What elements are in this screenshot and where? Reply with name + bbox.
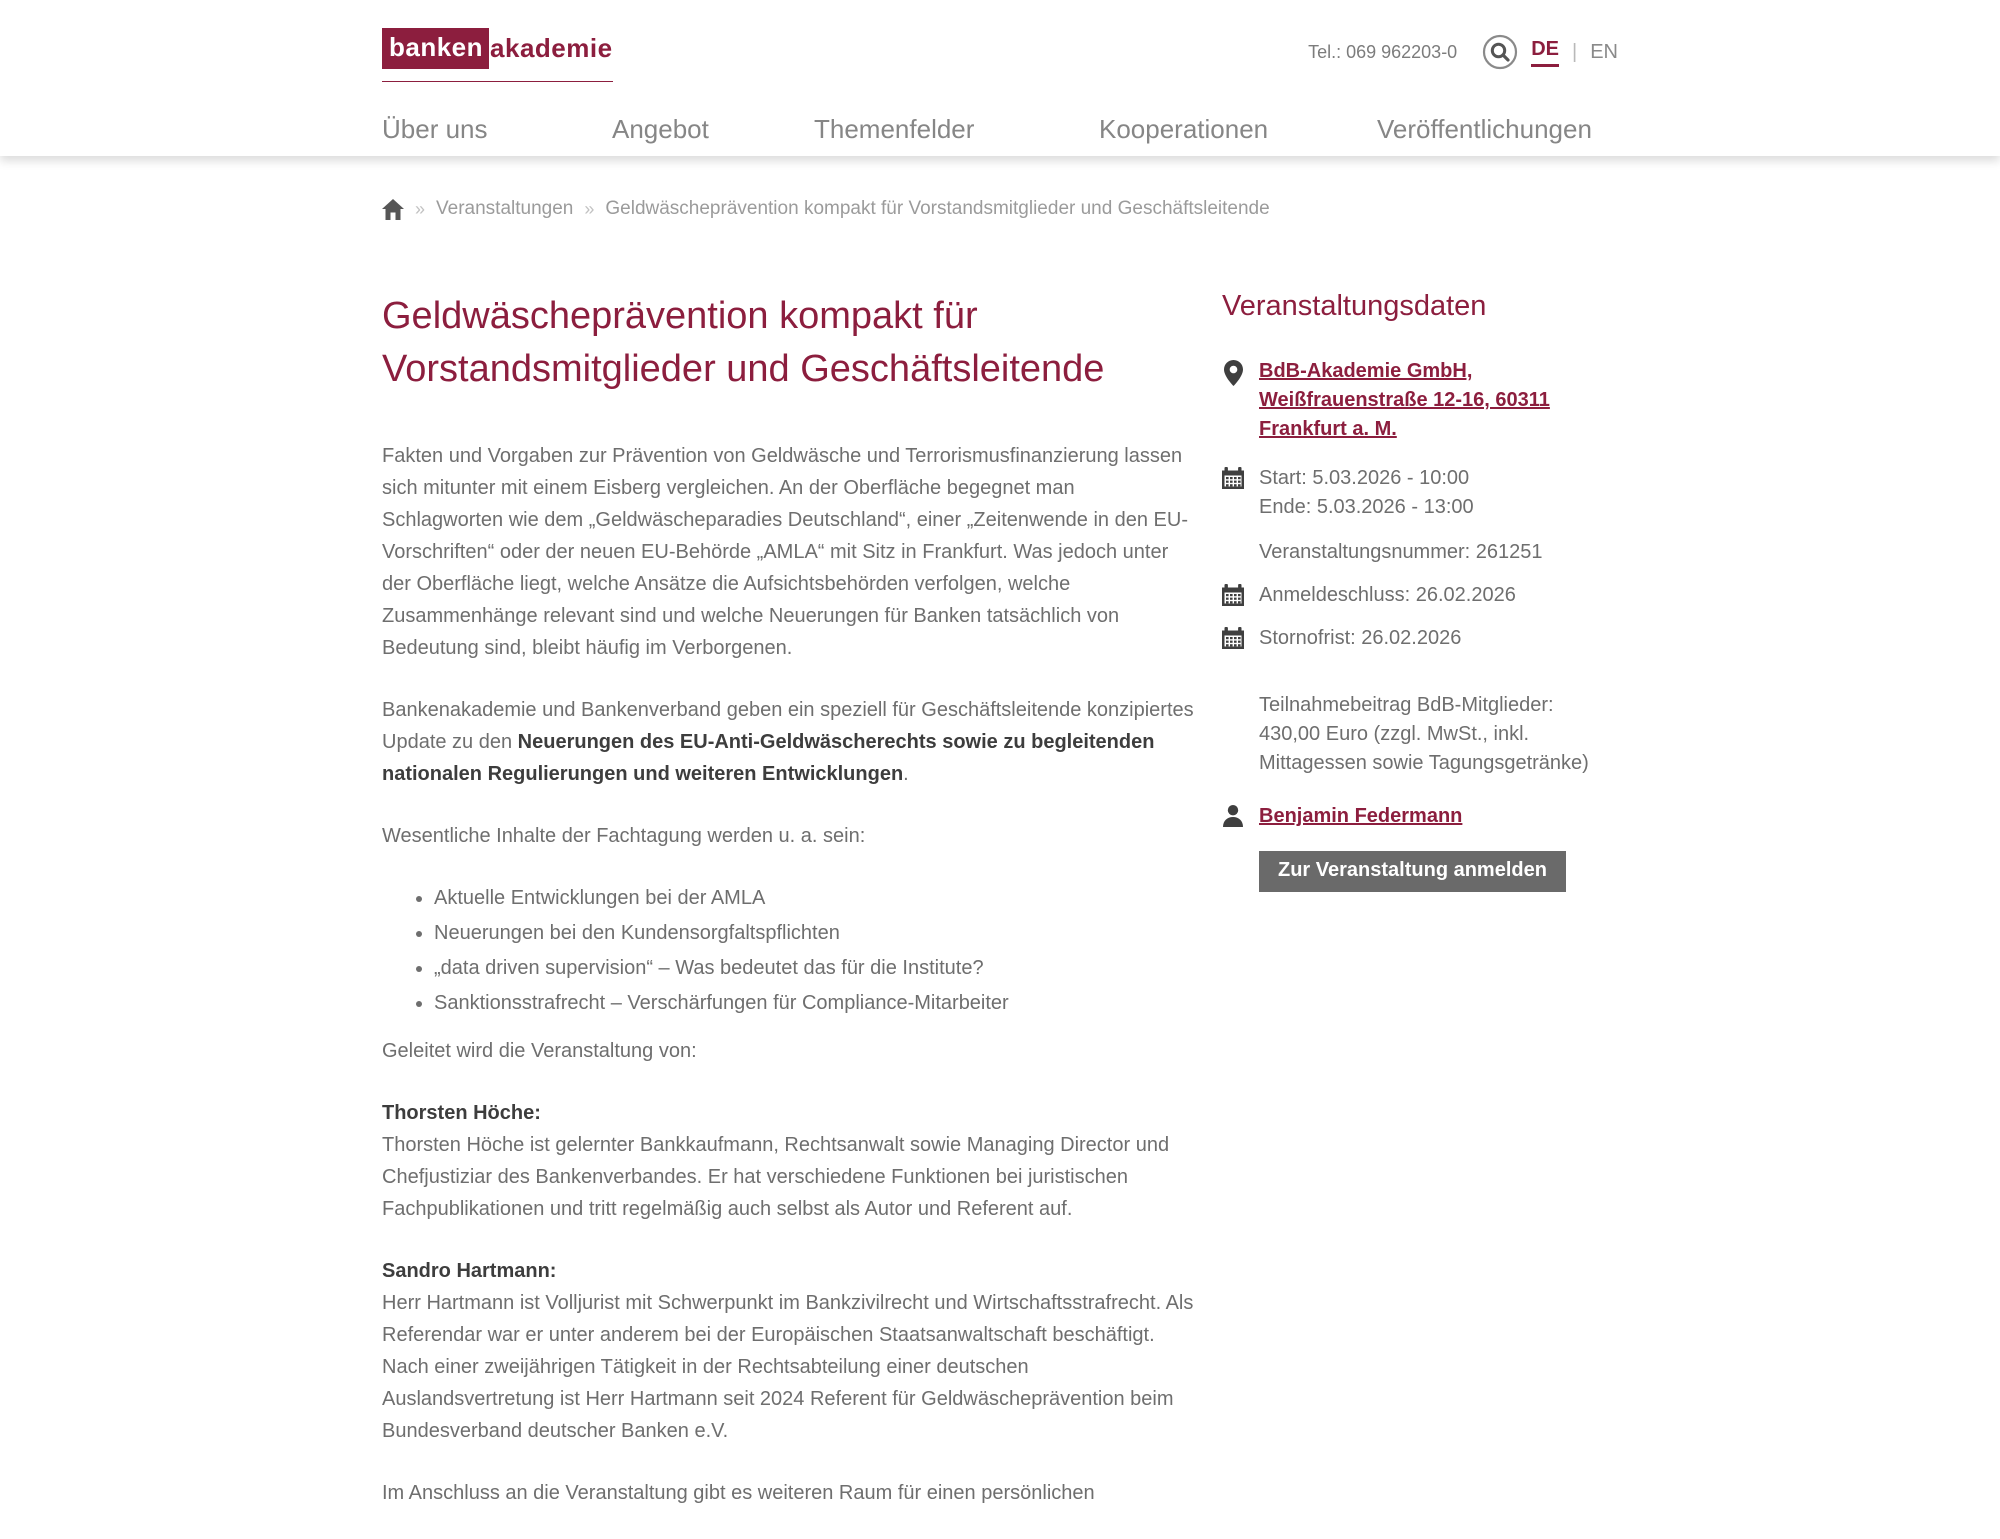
- location-pin-icon: [1222, 357, 1244, 444]
- update-paragraph: Bankenakademie und Bankenverband geben ein speziell für Geschäftsleitende konzipiertes Update zu den Neuerungen des EU-Anti-Geldwäscherechts sowie zu begleitenden nationalen Regulierungen und weiteren Entwicklungen.: [382, 699, 1194, 786]
- closing-paragraph: Im Anschluss an die Veranstaltung gibt es weiteren Raum für einen persönlichen: [382, 1482, 1095, 1505]
- update-paragraph-bold: Neuerungen des EU-Anti-Geldwäscherechts sowie zu begleitenden nationalen Regulierungen und weiteren Entwicklungen: [382, 731, 1155, 786]
- logo-akademie: akademie: [490, 33, 613, 63]
- nav-item-kooperationen[interactable]: Kooperationen: [1099, 114, 1269, 144]
- main-nav: [382, 114, 1618, 145]
- nav-item-ueber-uns[interactable]: Über uns: [382, 114, 488, 144]
- venue-row: [1222, 357, 1618, 444]
- lang-separator: |: [1572, 40, 1578, 63]
- agenda-item: • Sanktionsstrafrecht – Verschärfungen für Compliance-Mitarbeiter: [434, 987, 1194, 1019]
- agenda-list: [382, 882, 1194, 1019]
- registration-deadline: Anmeldeschluss: 26.02.2026: [1259, 584, 1516, 606]
- cancellation-deadline: Stornofrist: 26.02.2026: [1259, 627, 1462, 649]
- phone-number: Tel.: 069 962203-0: [1308, 41, 1458, 62]
- register-button[interactable]: Zur Veranstaltung anmelden: [1259, 851, 1566, 892]
- nav-item-themenfelder[interactable]: Themenfelder: [814, 114, 975, 144]
- agenda-item: • Neuerungen bei den Kundensorgfaltspflichten: [434, 917, 1194, 949]
- event-number-row: [1222, 538, 1618, 567]
- venue-link[interactable]: BdB-Akademie GmbH, Weißfrauenstraße 12-16, 60311 Frankfurt a. M.: [1259, 360, 1550, 440]
- speaker-bio: Sandro Hartmann: Herr Hartmann ist Volljurist mit Schwerpunkt im Bankzivilrecht und Wirtschaftsstrafrecht. Als Referendar war er unter anderem bei der Europäischen Staatsanwaltschaft beschäftigt. Nach einer zweijährigen Tätigkeit in der Rechtsabteilung einer deutschen Auslandsvertretung ist Herr Hartmann seit 2024 Referent für Geldwäscheprävention beim Bundesverband deutscher Banken e.V.: [382, 1260, 1194, 1443]
- start-date: Start: 5.03.2026 - 10:00: [1259, 467, 1470, 489]
- intro-paragraph: Fakten und Vorgaben zur Prävention von Geldwäsche und Terrorismusfinanzierung lassen sich mitunter mit einem Eisberg vergleichen. An der Oberfläche begegnet man Schlagworten wie dem „Geldwäscheparadies Deutschland“, einer „Zeitenwende in den EU-Vorschriften“ oder der neuen EU-Behörde „AMLA“ mit Sitz in Frankfurt. Was jedoch unter der Oberfläche liegt, welche Ansätze die Aufsichtsbehörden verfolgen, welche Zusammenhänge relevant sind und welche Neuerungen für Banken tatsächlich von Bedeutung sind, bleibt häufig im Verborgenen.: [382, 445, 1188, 660]
- logo[interactable]: [382, 28, 613, 82]
- calendar-icon: [1222, 581, 1244, 610]
- page-title: Geldwäscheprävention kompakt für Vorstandsmitglieder und Geschäftsleitende: [382, 295, 1105, 391]
- calendar-icon: [1222, 464, 1244, 522]
- speaker-bio: Thorsten Höche: Thorsten Höche ist gelernter Bankkaufmann, Rechtsanwalt sowie Managing Director und Chefjustiziar des Bankenverbandes. Er hat verschiedene Funktionen bei juristischen Fachpublikationen und tritt regelmäßig auch selbst als Autor und Referent auf.: [382, 1102, 1170, 1221]
- event-description: [382, 220, 1194, 1539]
- nav-item-veroeffentlichungen[interactable]: Veröffentlichungen: [1377, 114, 1592, 144]
- lang-en[interactable]: EN: [1590, 40, 1618, 63]
- breadcrumb-veranstaltungen[interactable]: Veranstaltungen: [436, 198, 574, 219]
- dates-row: [1222, 464, 1618, 522]
- breadcrumb-current-page: Geldwäscheprävention kompakt für Vorstandsmitglieder und Geschäftsleitende: [605, 198, 1270, 219]
- header-utility-bar: [1308, 34, 1618, 70]
- lang-de[interactable]: DE: [1531, 38, 1559, 67]
- agenda-item: • Aktuelle Entwicklungen bei der AMLA: [434, 882, 1194, 914]
- person-icon: [1222, 802, 1244, 831]
- event-number: Veranstaltungsnummer: 261251: [1259, 541, 1543, 563]
- breadcrumb-separator: »: [415, 198, 426, 219]
- sidebar-title: Veranstaltungsdaten: [1222, 290, 1487, 322]
- agenda-intro: Wesentliche Inhalte der Fachtagung werden u. a. sein:: [382, 825, 866, 848]
- registration-deadline-row: [1222, 581, 1618, 610]
- fee-row: [1222, 691, 1618, 778]
- agenda-item: • „data driven supervision“ – Was bedeutet das für die Institute?: [434, 952, 1194, 984]
- register-row: [1222, 851, 1618, 892]
- lead-by-paragraph: Geleitet wird die Veranstaltung von:: [382, 1040, 697, 1063]
- speaker-name: Thorsten Höche:: [382, 1102, 541, 1125]
- participation-fee: Teilnahmebeitrag BdB-Mitglieder: 430,00 Euro (zzgl. MwSt., inkl. Mittagessen sowie Tagungsgetränke): [1259, 694, 1589, 774]
- calendar-icon: [1222, 624, 1244, 653]
- logo-banken: banken: [382, 28, 489, 69]
- search-icon[interactable]: [1482, 34, 1518, 70]
- contact-row: [1222, 802, 1618, 831]
- home-icon[interactable]: [382, 199, 404, 220]
- event-data-sidebar: [1222, 220, 1618, 892]
- breadcrumb-separator: »: [584, 198, 595, 219]
- nav-item-angebot[interactable]: Angebot: [612, 114, 709, 144]
- speaker-name: Sandro Hartmann:: [382, 1260, 557, 1283]
- logo-underline: [382, 81, 613, 82]
- site-header: [0, 0, 2000, 156]
- end-date: Ende: 5.03.2026 - 13:00: [1259, 496, 1474, 518]
- breadcrumb: [382, 198, 1618, 220]
- contact-link[interactable]: Benjamin Federmann: [1259, 805, 1463, 827]
- cancellation-deadline-row: [1222, 624, 1618, 653]
